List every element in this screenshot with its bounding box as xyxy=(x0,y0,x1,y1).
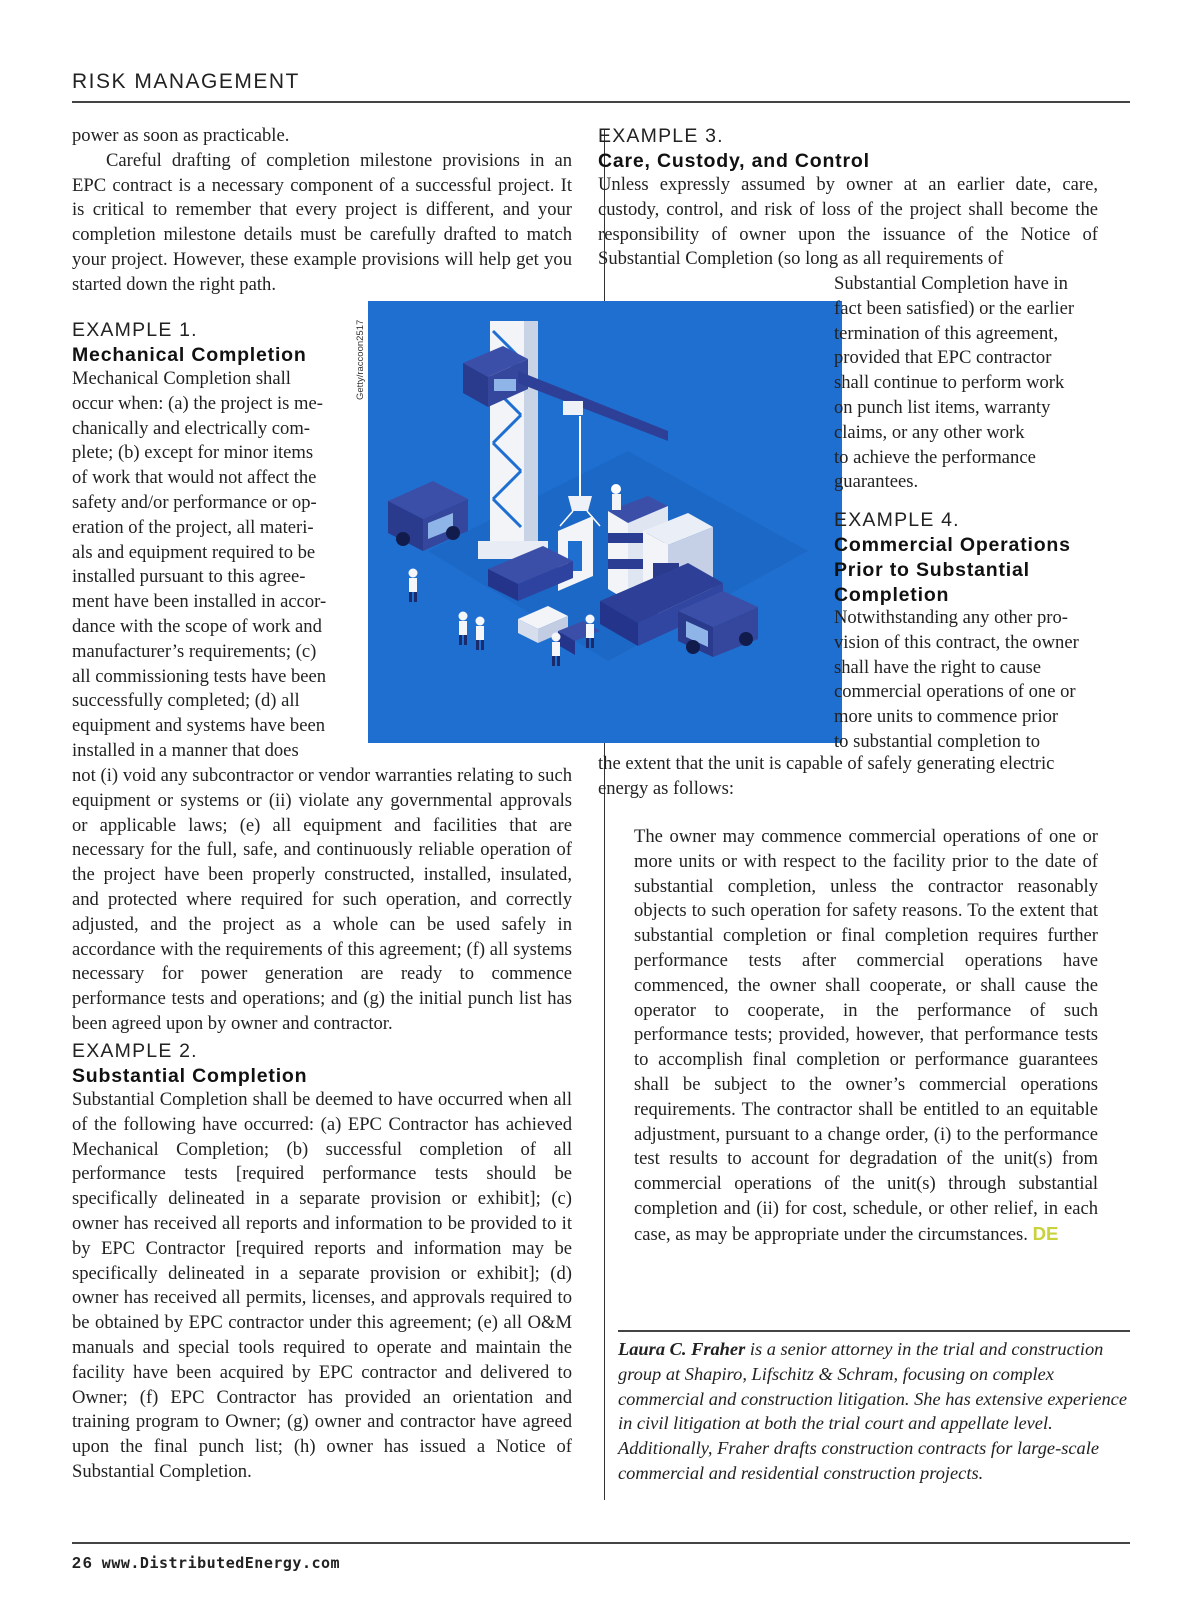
example-1-title: Mechanical Completion xyxy=(72,344,307,366)
example-2-body: Substantial Completion shall be deemed to have occurred when all of the following have occurred: (a) EPC Contractor has achieved Mechanical Completion; (b) successful completion of all performance tests [required performance tests should be specifically delineated in a separate provision or exhibit]; (c) owner has received all reports and information to be provided to it by EPC Contractor [required reports and information may be specifically delineated in a separate provision or exhibit]; (d) owner has received all permits, licenses, and approvals required to be obtained by EPC contractor under this agreement; (e) all O&M manuals and special tools required to operate and maintain the facility have been acquired by EPC contractor and delivered to Owner; (f) EPC Contractor has provided an orientation and training program to Owner; (g) owner and contractor have agreed upon the final punch list; (h) owner has issued a Notice of Substantial Completion. xyxy=(72,1089,572,1482)
intro-line: power as soon as practicable. xyxy=(72,125,290,146)
intro-block xyxy=(72,124,572,298)
example-3-label: EXAMPLE 3. xyxy=(598,125,724,147)
example-1-line: all commissioning tests have been xyxy=(72,665,327,687)
image-credit: Getty/raccoon2517 xyxy=(355,319,366,400)
example-4-line: shall have the right to cause xyxy=(834,656,1042,678)
example-3-line: to achieve the performance xyxy=(834,446,1036,468)
example-1-body-rest: not (i) void any subcontractor or vendor warranties relating to such equipment or systems or (ii) violate any governmental approvals or applicable laws; (e) all equipment and facilities that are necessary for the full, safe, and continuously reliable operation of the project have been properly constructed, installed, insulated, and protected where required for such operation, and correctly adjusted, and the project as a whole can be used safely in accordance with the requirements of this agreement; (f) all systems necessary for power generation are ready to commence performance tests and operations; and (g) the initial punch list has been agreed upon by owner and contractor. xyxy=(72,765,572,1034)
author-bio-text: is a senior attorney in the trial and construction group at Shapiro, Lifschitz & Schram, focusing on complex commercial and construction litigation. She has extensive experience in civil litigation at both the trial court and appellate level. Additionally, Fraher drafts construction contracts for large-scale commercial and residential construction projects. xyxy=(618,1339,1128,1483)
example-1-heading xyxy=(72,318,352,368)
example-4-line: more units to commence prior xyxy=(834,706,1059,728)
folio xyxy=(72,1554,340,1573)
de-end-mark: DE xyxy=(1032,1222,1059,1244)
example-1-line: eration of the project, all materi- xyxy=(72,516,314,538)
example-3-line: termination of this agreement, xyxy=(834,322,1059,344)
example-4-line: Notwithstanding any other pro- xyxy=(834,607,1068,628)
example-1-line: plete; (b) except for minor items xyxy=(72,442,314,464)
example-3-heading xyxy=(598,124,1098,174)
example-3-wrapped-text xyxy=(834,272,1124,495)
example-1-line: ment have been installed in accor- xyxy=(72,591,327,613)
author-name: Laura C. Fraher xyxy=(618,1339,746,1359)
example-4-title-line-1: Commercial Operations xyxy=(834,534,1071,556)
example-1-label: EXAMPLE 1. xyxy=(72,319,198,341)
example-1-line: safety and/or performance or op- xyxy=(72,491,317,513)
example-4-line: commercial operations of one or xyxy=(834,681,1076,703)
author-bio xyxy=(618,1337,1128,1486)
example-4-title-line-2: Prior to Substantial xyxy=(834,559,1030,581)
example-1-line: Mechanical Completion shall xyxy=(72,368,291,389)
example-3-body-top: Unless expressly assumed by owner at an earlier date, care, custody, control, and risk of loss of the project shall become the responsibility of owner upon the issuance of the Notice of Substantial Completion (so long as all requirements of xyxy=(598,174,1098,270)
example-2-heading xyxy=(72,1039,572,1089)
construction-illustration xyxy=(368,301,842,743)
section-label: RISK MANAGEMENT xyxy=(72,70,300,93)
intro-paragraph: Careful drafting of completion milestone provisions in an EPC contract is a necessary component of a successful project. It is critical to remember that every project is different, and your completion milestone details must be carefully drafted to match your project. However, these example provisions will help get you started down the right path. xyxy=(72,149,572,295)
example-4-line: to substantial completion to xyxy=(834,730,1041,752)
footer-url: www.DistributedEnergy.com xyxy=(101,1554,341,1572)
example-3-line: fact been satisfied) or the earlier xyxy=(834,297,1075,319)
example-1-line: installed pursuant to this agree- xyxy=(72,566,306,588)
example-4-body-rest: the extent that the unit is capable of safely generating electric energy as follows: xyxy=(598,753,1055,799)
example-3-line: on punch list items, warranty xyxy=(834,396,1051,418)
example-2-label: EXAMPLE 2. xyxy=(72,1040,198,1062)
example-1-line: equipment and systems have been xyxy=(72,715,326,737)
example-3-line: guarantees. xyxy=(834,471,919,493)
example-4-quote xyxy=(634,825,1098,1248)
example-3-line: shall continue to perform work xyxy=(834,372,1065,394)
example-1-line: occur when: (a) the project is me- xyxy=(72,392,323,414)
example-4-heading xyxy=(834,508,1124,608)
example-3-line: claims, or any other work xyxy=(834,421,1025,443)
example-4-title-line-3: Completion xyxy=(834,584,950,606)
example-3-line: Substantial Completion have in xyxy=(834,273,1068,294)
example-1-line: dance with the scope of work and xyxy=(72,615,322,637)
example-2-title: Substantial Completion xyxy=(72,1065,308,1087)
example-1-line: installed in a manner that does xyxy=(72,739,299,761)
example-1-line: successfully completed; (d) all xyxy=(72,690,300,712)
example-1-wrapped-text xyxy=(72,367,362,764)
top-rule xyxy=(72,101,1130,103)
example-3-title: Care, Custody, and Control xyxy=(598,150,870,172)
bio-rule xyxy=(618,1330,1130,1332)
quote-text: The owner may commence commercial operations of one or more units or with respect to the facility prior to the date of substantial completion, unless the contractor reasonably objects to such operation for safety reasons. To the extent that substantial completion or final completion requires further performance tests after commercial operations have commenced, the owner shall cooperate, or shall cause the operator to cooperate, in the performance of such performance tests; provided, however, that performance tests to accomplish final completion or performance guarantees shall be subject to the owner’s commercial operations requirements. The contractor shall be entitled to an equitable adjustment, pursuant to a change order, (i) to the performance test results to account for degradation of the unit(s) from commercial operations of the unit(s) through substantial completion and (ii) for cost, schedule, or other relief, in each case, as may be appropriate under the circumstances. xyxy=(634,826,1098,1245)
page-number: 26 xyxy=(72,1555,94,1572)
example-1-line: als and equipment required to be xyxy=(72,541,316,563)
example-4-wrapped-text xyxy=(834,606,1124,755)
example-4-line: vision of this contract, the owner xyxy=(834,631,1079,653)
example-1-line: manufacturer’s requirements; (c) xyxy=(72,640,317,662)
crane-scene-icon xyxy=(368,301,842,743)
example-1-line: chanically and electrically com- xyxy=(72,417,310,439)
example-3-line: provided that EPC contractor xyxy=(834,347,1052,369)
bottom-rule xyxy=(72,1542,1130,1544)
example-4-label: EXAMPLE 4. xyxy=(834,509,960,531)
example-1-line: of work that would not affect the xyxy=(72,467,317,489)
